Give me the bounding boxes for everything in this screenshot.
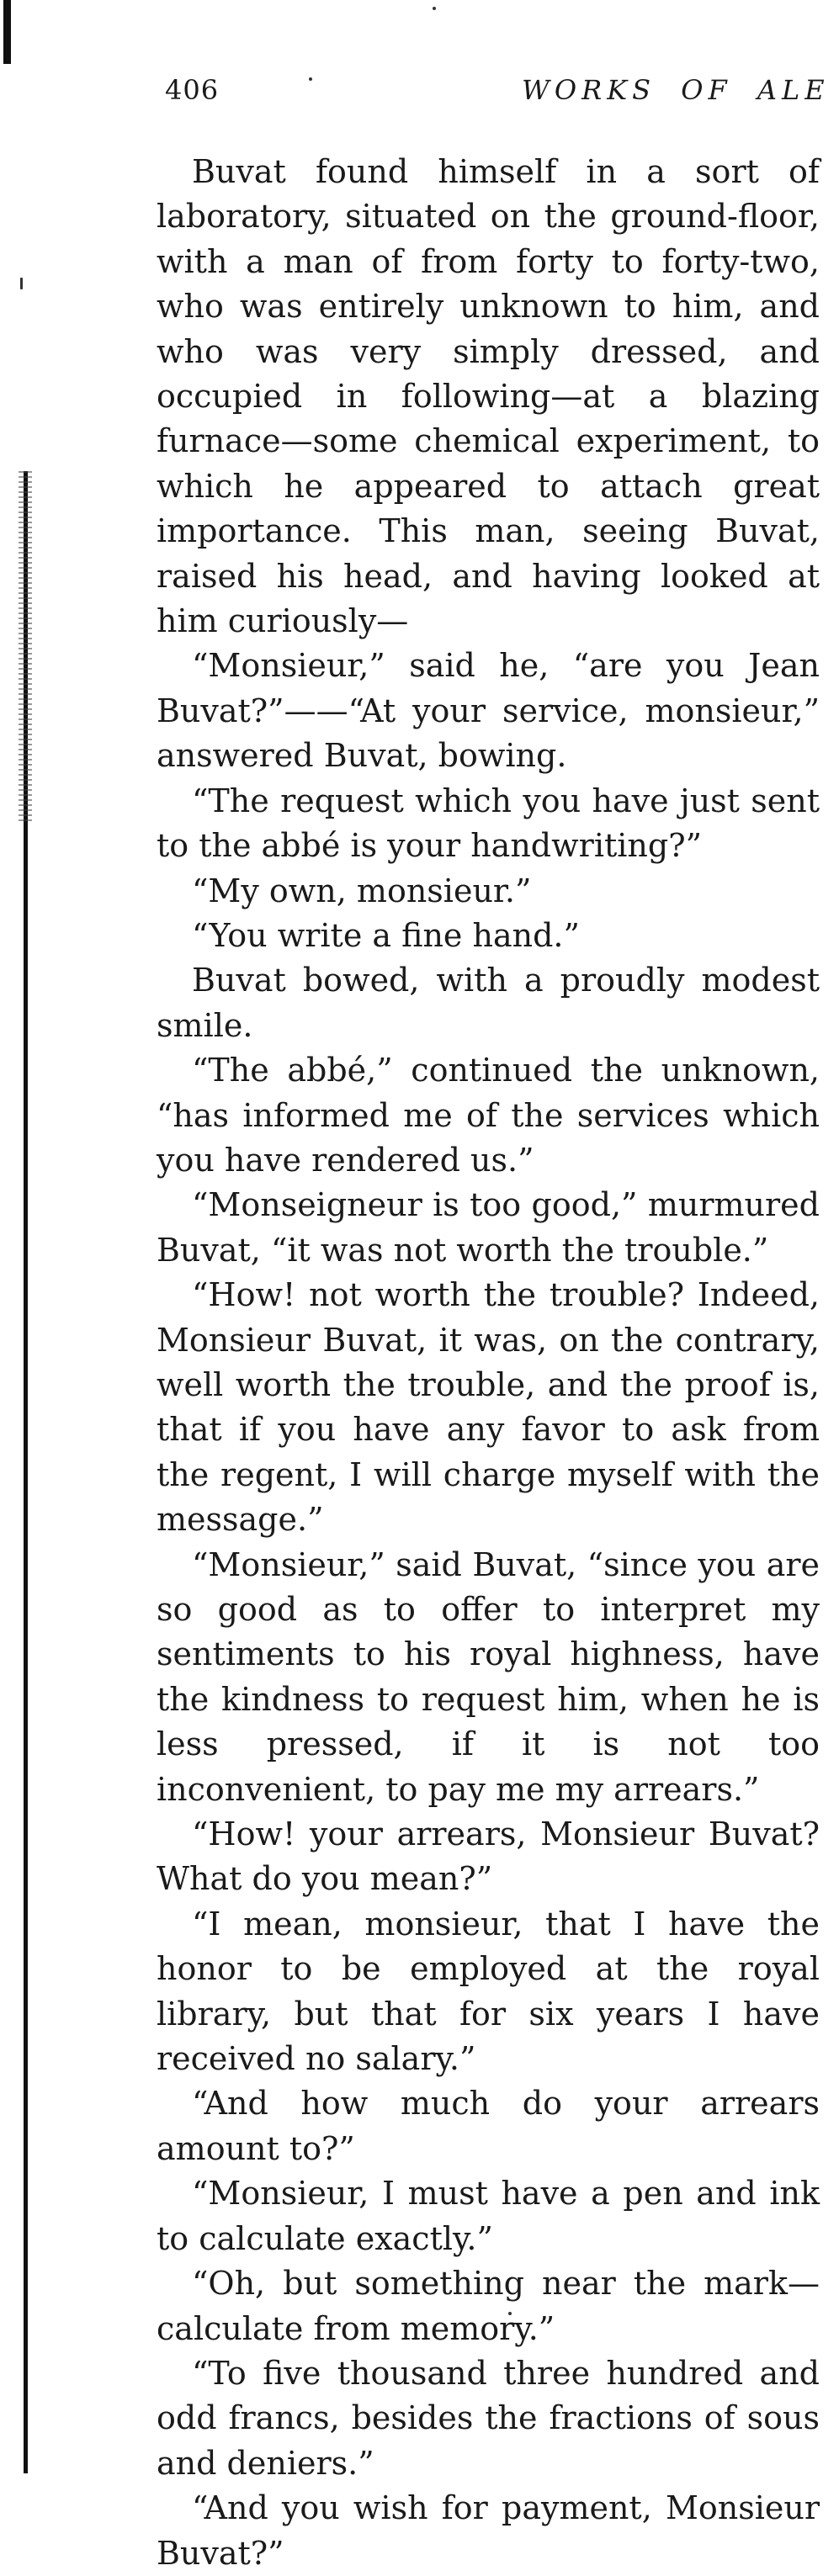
page-number: 406 [165,74,220,106]
paragraph: “Monseigneur is too good,” murmured Buvat, “it was not worth the trouble.” [157,1186,820,1269]
paragraph: “You write a fine hand.” [192,916,580,954]
paragraph: “Oh, but something near the mark—calculate from memory.” [157,2265,820,2347]
paragraph: “Monsieur, I must have a pen and ink to calculate exactly.” [157,2175,820,2257]
paragraph: “I mean, monsieur, that I have the honor to be employed at the royal library, but that for six years I have received no salary.” [157,1905,820,2078]
paragraph: “And you wish for payment, Monsieur Buvat?” [157,2489,820,2572]
paragraph: “To five thousand three hundred and odd francs, besides the fractions of sous and deniers.” [157,2354,820,2482]
body-text [157,150,820,2576]
ink-speck [433,7,436,10]
binding-texture [19,471,32,824]
paragraph: “My own, monsieur.” [192,872,532,909]
binding-shadow-top [3,0,11,64]
paragraph: “The abbé,” continued the unknown, “has informed me of the services which you have rendered us.” [157,1052,820,1179]
paragraph: Buvat found himself in a sort of laboratory, situated on the ground-floor, with a man of from forty to forty-two, who was entirely unknown to him, and who was very simply dressed, and occupied in following—at a blazing furnace—some chemical experiment, to which he appeared to attach great importance. This man, seeing Buvat, raised his head, and having looked at him curiously— [157,153,820,640]
paragraph: “How! your arrears, Monsieur Buvat? What do you mean?” [157,1815,820,1898]
paragraph: Buvat bowed, with a proudly modest smile. [157,962,820,1044]
paragraph: “Monsieur,” said Buvat, “since you are so good as to offer to interpret my sentiments to his royal highness, have the kindness to request him, when he is less pressed, if it is not too inconvenient, to pay me my arrears.” [157,1545,820,1808]
paragraph: “How! not worth the trouble? Indeed, Monsieur Buvat, it was, on the contrary, well worth the trouble, and the proof is, that if you have any favor to ask from the regent, I will charge myself with the message.” [157,1276,820,1539]
paragraph: “The request which you have just sent to the abbé is your handwriting?” [157,782,820,865]
page-header [165,74,839,116]
paragraph: “And how much do your arrears amount to?” [157,2085,820,2167]
paragraph: “Monsieur,” said he, “are you Jean Buvat?”——“At your service, monsieur,” answered Buvat, bowing. [157,647,820,775]
ink-speck [20,278,23,289]
running-head: WORKS OF ALE [522,74,830,106]
